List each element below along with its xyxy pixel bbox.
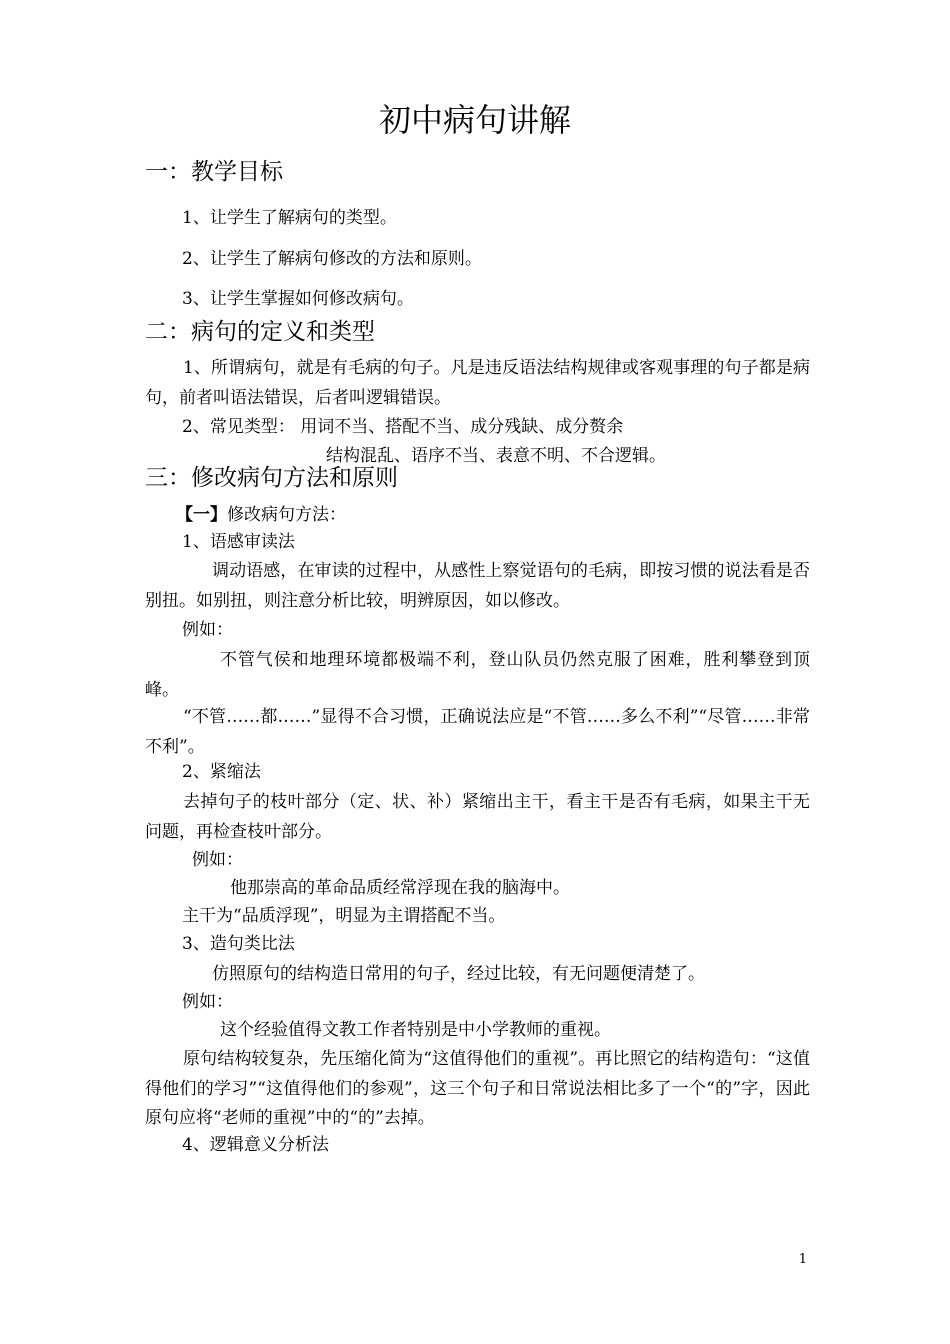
methods-subheading [176,503,346,527]
method-title: 3、造句类比法 [182,934,295,954]
method-description: 去掉句子的枝叶部分（定、状、补）紧缩出主干，看主干是否有毛病，如果主干无问题，再检查枝叶部分。 [145,792,810,842]
example-sentence: 他那崇高的革命品质经常浮现在我的脑海中。 [230,878,570,898]
section-heading-methods: 三：修改病句方法和原则 [145,465,398,491]
example-label: 例如： [192,850,243,870]
example-sentence: 不管气侯和地理环境都极端不利，登山队员仍然克服了困难，胜利攀登到顶峰。 [145,650,810,700]
page-title: 初中病句讲解 [378,101,571,139]
subheading-bracket: 【一】 [176,505,227,525]
example-explanation: “不管……都……”显得不合习惯，正确说法应是“不管……多么不利”“尽管……非常不利”。 [145,707,810,757]
method-title: 4、逻辑意义分析法 [182,1135,329,1155]
method-title: 2、紧缩法 [182,762,261,782]
example-label: 例如： [182,992,233,1012]
method-title: 1、语感审读法 [182,532,295,552]
definition-paragraph: 1、所谓病句，就是有毛病的句子。凡是违反语法结构规律或客观事理的句子都是病句，前者叫语法错误，后者叫逻辑错误。 [145,358,810,408]
goal-item: 3、让学生掌握如何修改病句。 [182,289,414,309]
subheading-text: 修改病句方法： [227,505,346,525]
goal-item: 1、让学生了解病句的类型。 [182,208,397,228]
section-heading-goals: 一：教学目标 [145,159,283,185]
example-sentence: 这个经验值得文教工作者特别是中小学教师的重视。 [220,1020,611,1040]
method-description: 调动语感，在审读的过程中，从感性上察觉语句的毛病，即按习惯的说法看是否别扭。如别扭，则注意分析比较，明辨原因，如以修改。 [145,561,810,611]
page-number: 1 [798,1252,807,1267]
example-explanation: 主干为“品质浮现”，明显为主谓搭配不当。 [182,906,506,926]
types-line-1: 2、常见类型： 用词不当、搭配不当、成分残缺、成分赘余 [182,417,624,437]
goal-item: 2、让学生了解病句修改的方法和原则。 [182,249,482,269]
types-line-2: 结构混乱、语序不当、表意不明、不合逻辑。 [326,446,666,466]
section-heading-definition: 二：病句的定义和类型 [145,319,375,345]
example-label: 例如： [182,620,233,640]
example-explanation: 原句结构较复杂，先压缩化简为“这值得他们的重视”。再比照它的结构造句：“这值得他们的学习”“这值得他们的参观”，这三个句子和日常说法相比多了一个“的”字，因此原句应将“老师的重视”中的“的”去掉。 [145,1049,810,1128]
method-description: 仿照原句的结构造日常用的句子，经过比较，有无问题便清楚了。 [212,964,705,984]
